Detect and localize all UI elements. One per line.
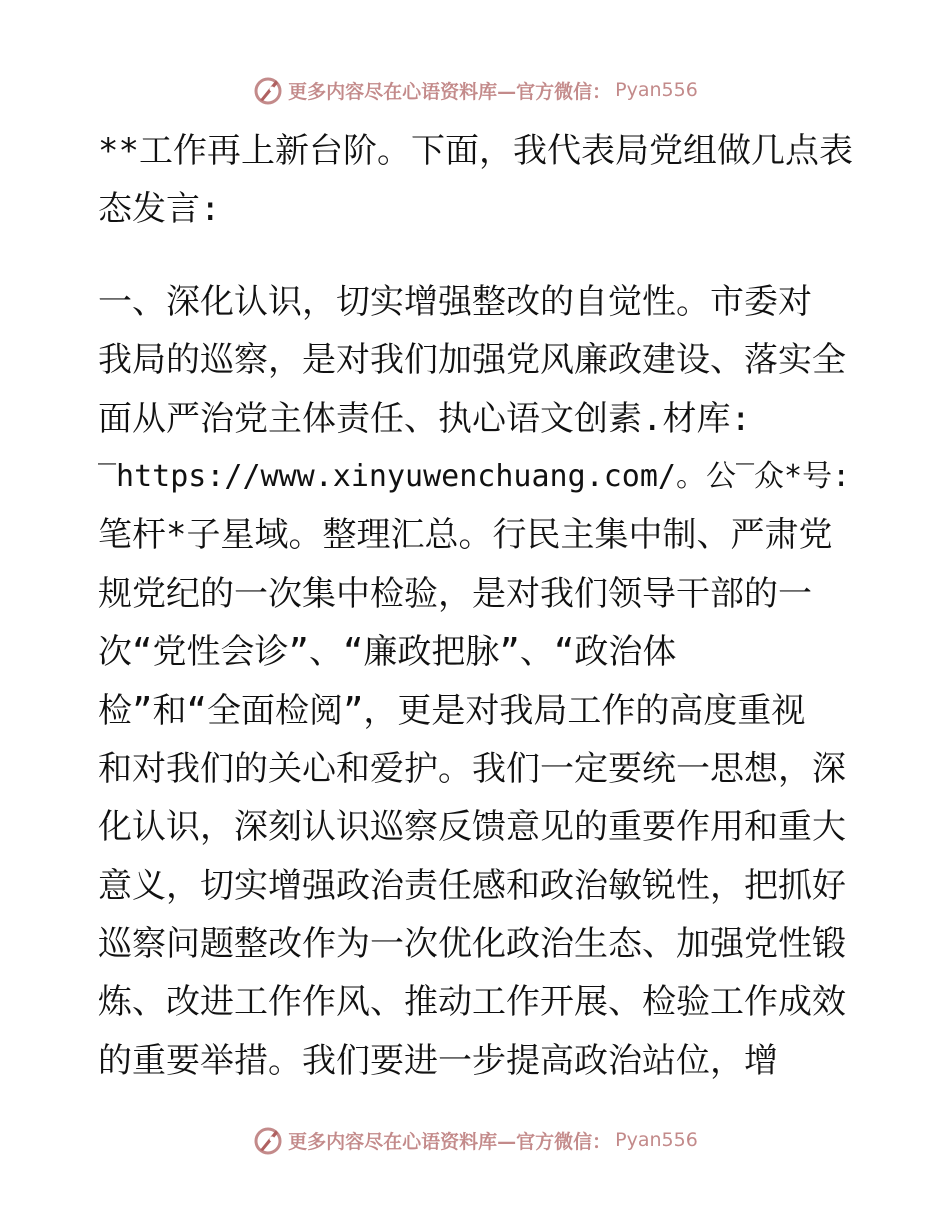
text-line: 巡察问题整改作为一次优化政治生态、加强党性锻 <box>98 924 846 965</box>
text-line: 意义，切实增强政治责任感和政治敏锐性，把抓好 <box>98 865 846 906</box>
text-line: 检”和“全面检阅”，更是对我局工作的高度重视 <box>98 690 806 731</box>
header-watermark <box>0 70 950 110</box>
paragraph-gap <box>98 239 858 273</box>
text-line: **工作再上新台阶。下面，我代表局党组做几点表 <box>98 131 853 171</box>
quill-logo-icon <box>252 1124 284 1156</box>
text-line: 和对我们的关心和爱护。我们一定要统一思想，深 <box>98 748 846 789</box>
text-line: 规党纪的一次集中检验，是对我们领导干部的一 <box>98 573 812 614</box>
text-line: 一、深化认识，切实增强整改的自觉性。市委对 <box>98 281 812 322</box>
watermark-id: Pyan556 <box>615 1129 698 1151</box>
text-line: 炼、改进工作作风、推动工作开展、检验工作成效 <box>98 982 846 1023</box>
text-line: ‾https://www.xinyuwenchuang.com/。公‾众*号: <box>98 458 851 494</box>
text-line: 面从严治党主体责任、执心语文创素.材库: <box>98 398 751 439</box>
text-line: 态发言: <box>98 189 221 230</box>
text-line: 笔杆*子星域。整理汇总。行民主集中制、严肃党 <box>98 515 833 556</box>
text-line: 我局的巡察，是对我们加强党风廉政建设、落实全 <box>98 340 846 381</box>
watermark-id: Pyan556 <box>615 79 698 101</box>
document-body <box>98 122 858 1090</box>
text-line: 的重要举措。我们要进一步提高政治站位，增 <box>98 1040 778 1081</box>
footer-watermark <box>0 1120 950 1160</box>
text-line: 化认识，深刻认识巡察反馈意见的重要作用和重大 <box>98 807 846 848</box>
quill-logo-icon <box>252 74 284 106</box>
text-line: 次“党性会诊”、“廉政把脉”、“政治体 <box>98 632 677 673</box>
watermark-text: 更多内容尽在心语资料库—官方微信： <box>288 1130 612 1153</box>
watermark-text: 更多内容尽在心语资料库—官方微信： <box>288 80 612 103</box>
